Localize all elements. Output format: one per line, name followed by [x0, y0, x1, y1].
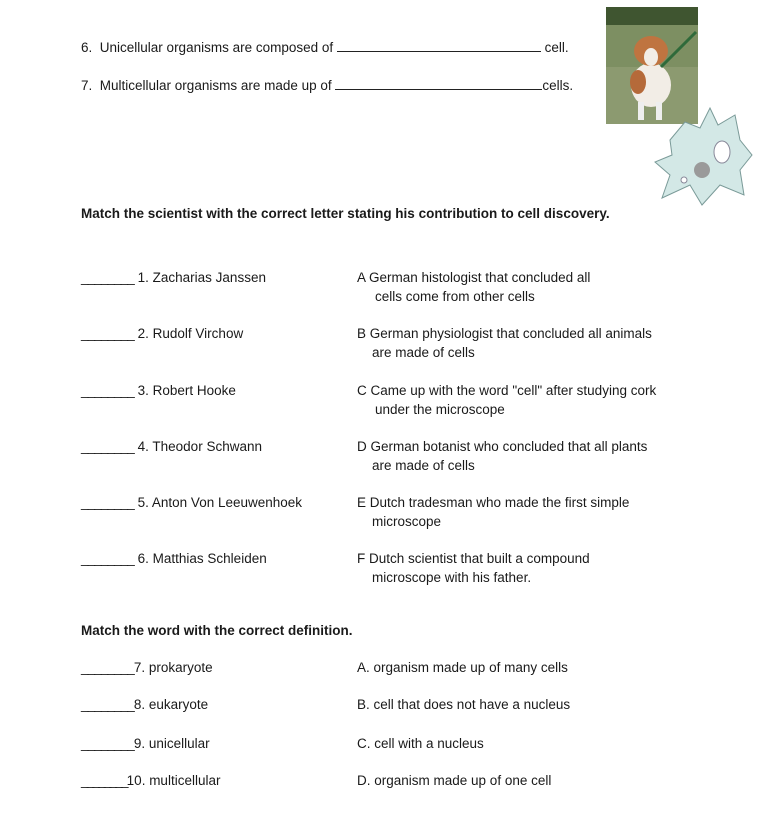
scientist-name: 1. Zacharias Janssen [137, 270, 266, 285]
fill-in-question-7 [81, 77, 573, 93]
section-heading-definitions: Match the word with the correct definition. [81, 623, 353, 638]
definition-line: E Dutch tradesman who made the first simple [357, 495, 630, 510]
answer-blank[interactable]: ________ [81, 660, 134, 675]
word-definition: A. organism made up of many cells [357, 660, 568, 675]
scientist-name: 3. Robert Hooke [137, 383, 236, 398]
word-definition: B. cell that does not have a nucleus [357, 697, 571, 712]
answer-blank[interactable]: ________ [81, 270, 134, 285]
scientist-item [81, 270, 266, 285]
contribution-definition [357, 493, 717, 531]
definition-line: F Dutch scientist that built a compound [357, 551, 590, 566]
answer-blank[interactable]: ________ [81, 439, 134, 454]
contribution-definition [357, 381, 717, 419]
answer-blank[interactable]: ________ [81, 326, 134, 341]
scientist-name: 6. Matthias Schleiden [137, 551, 267, 566]
scientist-item [81, 439, 262, 454]
definition-line: are made of cells [372, 345, 475, 360]
contribution-definition [357, 268, 717, 306]
definition-line: A German histologist that concluded all [357, 270, 591, 285]
word-item [81, 773, 220, 788]
question-text: Unicellular organisms are composed of [99, 40, 334, 55]
definition-line: D German botanist who concluded that all plants [357, 439, 648, 454]
word-label: 7. prokaryote [133, 660, 213, 675]
answer-blank[interactable]: ________ [81, 773, 127, 788]
contribution-definition [357, 324, 717, 362]
answer-blank[interactable]: ________ [81, 383, 134, 398]
answer-blank[interactable]: ________ [81, 736, 134, 751]
question-number: 6. [81, 40, 93, 55]
contribution-definition [357, 549, 717, 587]
word-definition: C. cell with a nucleus [357, 736, 484, 751]
definition-line: C Came up with the word "cell" after studying cork [357, 383, 657, 398]
answer-blank[interactable] [337, 39, 541, 52]
question-suffix: cell. [544, 40, 569, 55]
definition-line: microscope [372, 514, 442, 529]
scientist-name: 2. Rudolf Virchow [137, 326, 244, 341]
answer-blank[interactable]: ________ [81, 495, 134, 510]
word-label: 8. eukaryote [133, 697, 209, 712]
word-label: 9. unicellular [133, 736, 210, 751]
scientist-name: 4. Theodor Schwann [137, 439, 262, 454]
amoeba-diagram [640, 100, 760, 210]
word-label: 10. multicellular [126, 773, 221, 788]
word-item [81, 736, 210, 751]
scientist-item [81, 383, 236, 398]
answer-blank[interactable] [335, 77, 542, 90]
scientist-name: 5. Anton Von Leeuwenhoek [137, 495, 303, 510]
question-suffix: cells. [542, 78, 574, 93]
question-text: Multicellular organisms are made up of [99, 78, 332, 93]
answer-blank[interactable]: ________ [81, 697, 134, 712]
question-number: 7. [81, 78, 93, 93]
scientist-item [81, 326, 243, 341]
word-item [81, 697, 208, 712]
contribution-definition [357, 437, 717, 475]
word-definition: D. organism made up of one cell [357, 773, 552, 788]
answer-blank[interactable]: ________ [81, 551, 134, 566]
scientist-item [81, 495, 302, 510]
definition-line: cells come from other cells [375, 289, 535, 304]
word-item [81, 660, 213, 675]
definition-line: under the microscope [375, 402, 505, 417]
definition-line: B German physiologist that concluded all animals [357, 326, 652, 341]
section-heading-scientists: Match the scientist with the correct letter stating his contribution to cell discovery. [81, 206, 610, 221]
scientist-item [81, 551, 267, 566]
definition-line: are made of cells [372, 458, 475, 473]
definition-line: microscope with his father. [372, 570, 532, 585]
fill-in-question-6 [81, 39, 569, 55]
